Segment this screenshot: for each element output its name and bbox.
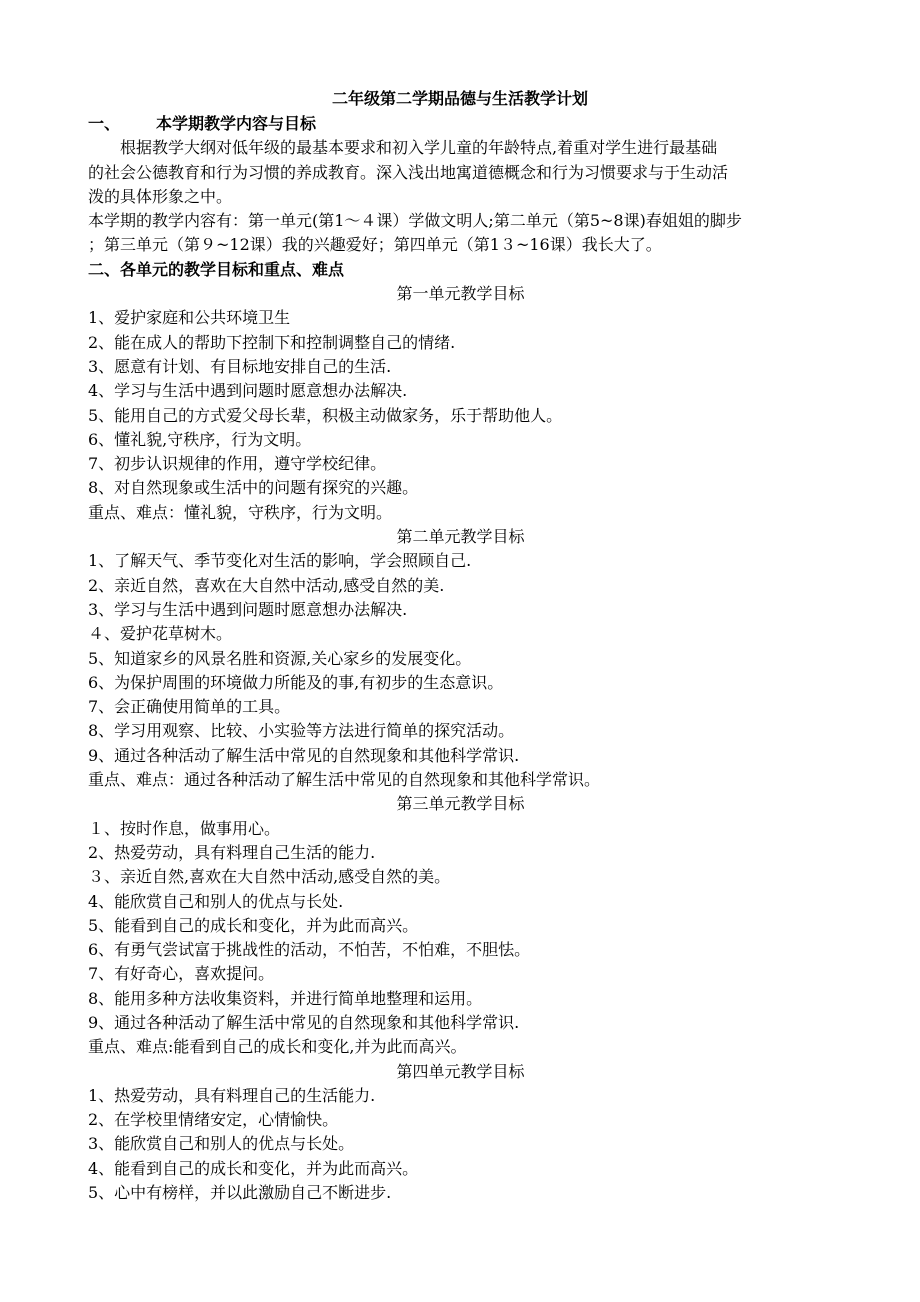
section1-title: 本学期教学内容与目标 xyxy=(156,114,317,133)
list-item: 6、为保护周围的环境做力所能及的事,有初步的生态意识。 xyxy=(88,672,504,692)
list-item: 6、懂礼貌,守秩序，行为文明。 xyxy=(88,429,312,449)
document-body xyxy=(88,112,833,1205)
list-item: 7、会正确使用简单的工具。 xyxy=(88,697,291,717)
list-item: 5、知道家乡的风景名胜和资源,关心家乡的发展变化。 xyxy=(88,648,472,668)
list-item: 2、能在成人的帮助下控制下和控制调整自己的情绪. xyxy=(88,332,456,352)
list-item: 9、通过各种活动了解生活中常见的自然现象和其他科学常识. xyxy=(88,745,520,765)
paragraph-line: ；第三单元（第９~12课）我的兴趣爱好；第四单元（第1３~16课）我长大了。 xyxy=(88,235,662,255)
list-item: 5、能看到自己的成长和变化，并为此而高兴。 xyxy=(88,915,419,935)
key-points: 重点、难点:能看到自己的成长和变化,并为此而高兴。 xyxy=(88,1037,467,1057)
list-item: 3、愿意有计划、有目标地安排自己的生活. xyxy=(88,356,392,376)
paragraph-line: 本学期的教学内容有：第一单元(第1～４课）学做文明人;第二单元（第5~8课)春姐姐的脚步 xyxy=(88,211,742,231)
list-item: 5、能用自己的方式爱父母长辈，积极主动做家务，乐于帮助他人。 xyxy=(88,405,563,425)
unit-title: 第四单元教学目标 xyxy=(396,1061,525,1081)
unit-title: 第三单元教学目标 xyxy=(396,794,525,814)
list-item: 9、通过各种活动了解生活中常见的自然现象和其他科学常识. xyxy=(88,1012,520,1032)
list-item: 3、能欣赏自己和别人的优点与长处。 xyxy=(88,1134,355,1154)
list-item: 6、有勇气尝试富于挑战性的活动，不怕苦，不怕难，不胆怯。 xyxy=(88,940,531,960)
list-item: 2、热爱劳动，具有料理自己生活的能力. xyxy=(88,842,376,862)
list-item: 1、爱护家庭和公共环境卫生 xyxy=(88,308,291,328)
list-item: 4、能看到自己的成长和变化，并为此而高兴。 xyxy=(88,1158,419,1178)
list-item: 4、学习与生活中遇到问题时愿意想办法解决. xyxy=(88,381,408,401)
list-item: 2、亲近自然，喜欢在大自然中活动,感受自然的美. xyxy=(88,575,445,595)
section1-number: 一、 xyxy=(88,114,121,133)
section2-heading: 二、各单元的教学目标和重点、难点 xyxy=(88,259,345,279)
list-item: 1、了解天气、季节变化对生活的影响，学会照顾自己. xyxy=(88,551,472,571)
paragraph-line: 的社会公德教育和行为习惯的养成教育。深入浅出地寓道德概念和行为习惯要求与于生动活 xyxy=(88,162,729,182)
list-item: 7、有好奇心，喜欢提问。 xyxy=(88,964,275,984)
list-item: 4、能欣赏自己和别人的优点与长处. xyxy=(88,891,344,911)
document-title: 二年级第二学期品德与生活教学计划 xyxy=(331,89,588,108)
list-item: 7、初步认识规律的作用，遵守学校纪律。 xyxy=(88,454,387,474)
list-item: 1、热爱劳动，具有料理自己的生活能力. xyxy=(88,1085,376,1105)
list-item: ３、亲近自然,喜欢在大自然中活动,感受自然的美。 xyxy=(88,867,451,887)
list-item: 8、对自然现象或生活中的问题有探究的兴趣。 xyxy=(88,478,419,498)
section1-heading xyxy=(88,112,833,136)
paragraph-line: 根据教学大纲对低年级的最基本要求和初入学儿童的年龄特点,着重对学生进行最基础 xyxy=(120,138,718,158)
list-item: １、按时作息，做事用心。 xyxy=(88,818,281,838)
key-points: 重点、难点：通过各种活动了解生活中常见的自然现象和其他科学常识。 xyxy=(88,770,601,790)
list-item: 3、学习与生活中遇到问题时愿意想办法解决. xyxy=(88,599,408,619)
key-points: 重点、难点：懂礼貌，守秩序，行为文明。 xyxy=(88,502,393,522)
list-item: 8、能用多种方法收集资料，并进行简单地整理和运用。 xyxy=(88,988,483,1008)
paragraph-line: 泼的具体形象之中。 xyxy=(88,186,233,206)
list-item: 2、在学校里情绪安定，心情愉快。 xyxy=(88,1110,339,1130)
list-item: 8、学习用观察、比较、小实验等方法进行简单的探究活动。 xyxy=(88,721,515,741)
unit-title: 第一单元教学目标 xyxy=(396,284,525,304)
list-item: 5、心中有榜样，并以此激励自己不断进步. xyxy=(88,1183,392,1203)
list-item: ４、爱护花草树木。 xyxy=(88,624,233,644)
unit-title: 第二单元教学目标 xyxy=(396,527,525,547)
